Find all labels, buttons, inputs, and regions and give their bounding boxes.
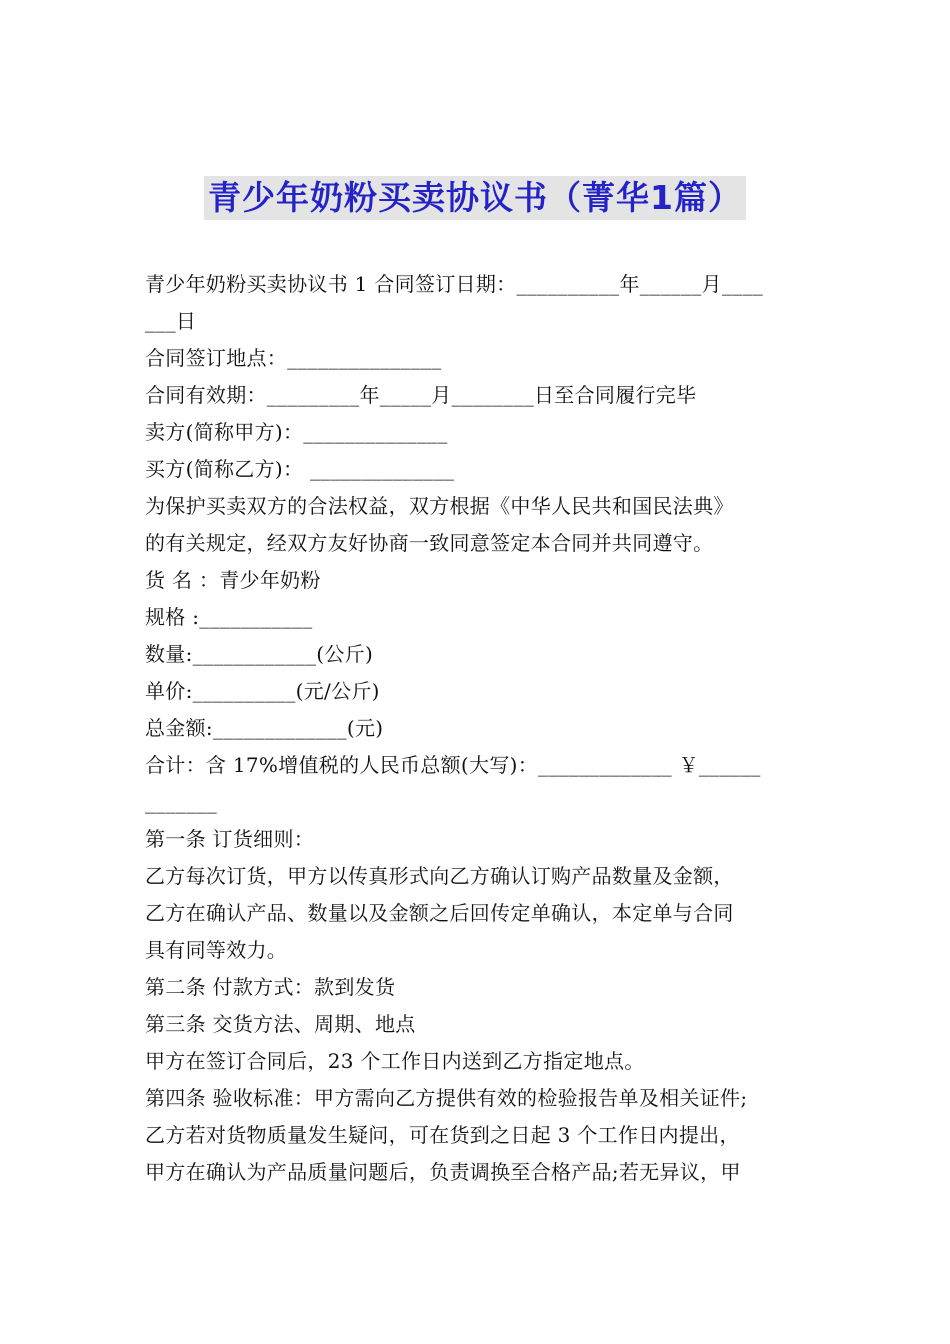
validity-period-line: 合同有效期：_________年_____月________日至合同履行完毕 (145, 383, 697, 407)
buyer-line: 买方(简称乙方)： ______________ (145, 457, 455, 481)
article-2-line: 第二条 付款方式：款到发货 (145, 975, 396, 999)
preamble-line-2: 的有关规定，经双方友好协商一致同意签定本合同并共同遵守。 (145, 531, 714, 555)
contract-body (145, 266, 810, 1191)
title-container (0, 176, 950, 220)
grand-total-line: 合计：含 17%增值税的人民币总额(大写)：_____________ ￥______ (145, 753, 761, 777)
document-title: 青少年奶粉买卖协议书（菁华1篇） (204, 176, 746, 220)
article-1-heading: 第一条 订货细则： (145, 827, 315, 851)
article-4-line-1: 第四条 验收标准：甲方需向乙方提供有效的检验报告单及相关证件; (145, 1086, 748, 1110)
article-4-line-2: 乙方若对货物质量发生疑问，可在货到之日起 3 个工作日内提出， (145, 1123, 740, 1147)
total-amount-line: 总金额:_____________(元) (145, 716, 384, 740)
seller-line: 卖方(简称甲方)：______________ (145, 420, 448, 444)
article-1-line-2: 乙方在确认产品、数量以及金额之后回传定单确认，本定单与合同 (145, 901, 734, 925)
spec-line: 规格 :___________ (145, 605, 313, 629)
unit-price-line: 单价:__________(元/公斤) (145, 679, 380, 703)
article-1-line-3: 具有同等效力。 (145, 938, 288, 962)
signing-date-line-cont: ___日 (145, 309, 197, 333)
quantity-line: 数量:____________(公斤) (145, 642, 374, 666)
goods-name-line: 货 名 ：青少年奶粉 (145, 568, 321, 592)
article-3-heading: 第三条 交货方法、周期、地点 (145, 1012, 416, 1036)
article-1-line-1: 乙方每次订货，甲方以传真形式向乙方确认订购产品数量及金额， (145, 864, 734, 888)
article-4-line-3: 甲方在确认为产品质量问题后，负责调换至合格产品;若无异议，甲 (145, 1160, 741, 1184)
signing-place-line: 合同签订地点：_______________ (145, 346, 442, 370)
grand-total-line-cont: _______ (145, 790, 218, 814)
signing-date-line: 青少年奶粉买卖协议书 1 合同签订日期：__________年______月____ (145, 272, 764, 296)
article-3-line-1: 甲方在签订合同后，23 个工作日内送到乙方指定地点。 (145, 1049, 645, 1073)
preamble-line-1: 为保护买卖双方的合法权益，双方根据《中华人民共和国民法典》 (145, 494, 734, 518)
